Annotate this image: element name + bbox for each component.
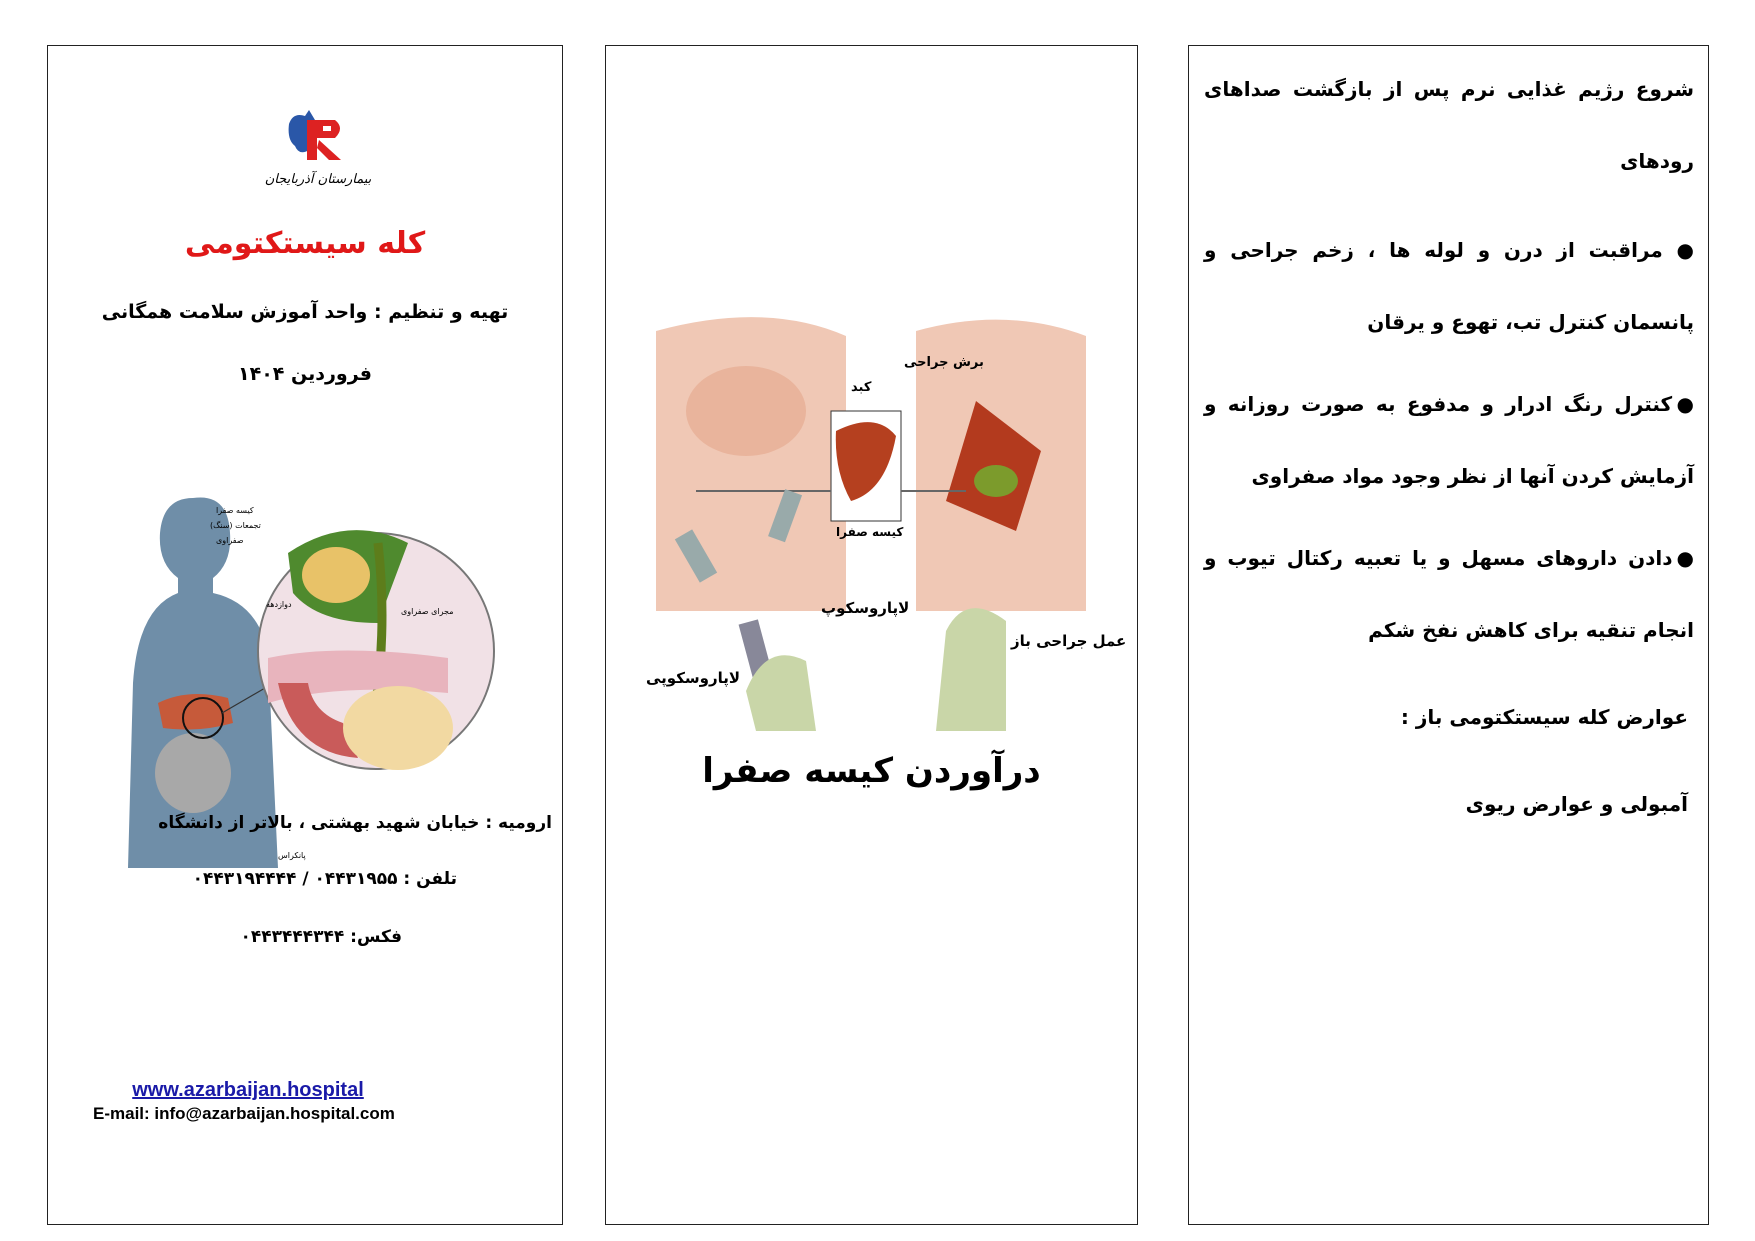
phone: تلفن : ۰۴۴۳۱۹۵۵ / ۰۴۴۳۱۹۴۴۴۴ xyxy=(192,869,457,889)
label-laparoscope: لاپاروسکوپ xyxy=(821,599,910,617)
email: E-mail: info@azarbaijan.hospital.com xyxy=(93,1104,395,1123)
publication-date: فروردین ۱۴۰۴ xyxy=(238,363,372,385)
fax: فکس: ۰۴۴۳۴۴۴۳۴۴ xyxy=(240,927,402,947)
gallbladder-anatomy-illustration xyxy=(118,483,488,868)
illustration-panel xyxy=(605,45,1138,1225)
label-gallbladder: کیسه صفرا xyxy=(216,506,254,515)
logo-caption: بیمارستان آذربایجان xyxy=(264,172,372,187)
cover-panel xyxy=(47,45,563,1225)
address: ارومیه : خیابان شهید بهشتی ، بالاتر از دانشگاه xyxy=(158,813,552,833)
logo-mark xyxy=(283,106,353,166)
care-instructions-panel xyxy=(1188,45,1709,1225)
label-laparoscopy: لاپاروسکوپی xyxy=(646,669,741,687)
instruction-drain-care: ● مراقبت از درن و لوله ها ، زخم جراحی و پانسمان کنترل تب، تهوع و یرقان xyxy=(1204,238,1694,334)
label-bile-duct: مجرای صفراوی xyxy=(401,607,454,616)
label-liver: کبد xyxy=(851,380,872,395)
instruction-laxatives: ●دادن داروهای مسهل و یا تعبیه رکتال تیوب و انجام تنقیه برای کاهش نفخ شکم xyxy=(1204,546,1694,642)
hospital-logo xyxy=(258,106,378,226)
instruction-soft-diet: شروع رژیم غذایی نرم پس از بازگشت صداهای رودهای xyxy=(1204,77,1694,173)
complication-embolism: آمبولی و عوارض ریوی xyxy=(1465,792,1688,816)
website-link[interactable]: www.azarbaijan.hospital xyxy=(132,1079,364,1101)
label-open-surgery: عمل جراحی باز xyxy=(1011,632,1127,650)
prepared-by: تهیه و تنظیم : واحد آموزش سلامت همگانی xyxy=(101,301,509,323)
instruction-urine-stool: ●کنترل رنگ ادرار و مدفوع به صورت روزانه و آزمایش کردن آنها از نظر وجود مواد صفراوی xyxy=(1204,392,1694,488)
label-incision: برش جراحی xyxy=(904,355,984,370)
cholecystectomy-illustration xyxy=(646,291,1127,731)
complications-heading: عوارض کله سیستکتومی باز : xyxy=(1400,705,1688,729)
label-gallbladder: کیسه صفرا xyxy=(836,525,904,539)
label-stones: تجمعات (سنگ) xyxy=(210,521,261,530)
label-duodenum: دوازدهه xyxy=(266,600,292,609)
page-title: کله سیستکتومی xyxy=(184,226,426,261)
label-bile: صفراوی xyxy=(216,536,244,545)
label-pancreas: پانکراس xyxy=(278,851,306,860)
illustration-title: درآوردن کیسه صفرا xyxy=(702,751,1041,791)
